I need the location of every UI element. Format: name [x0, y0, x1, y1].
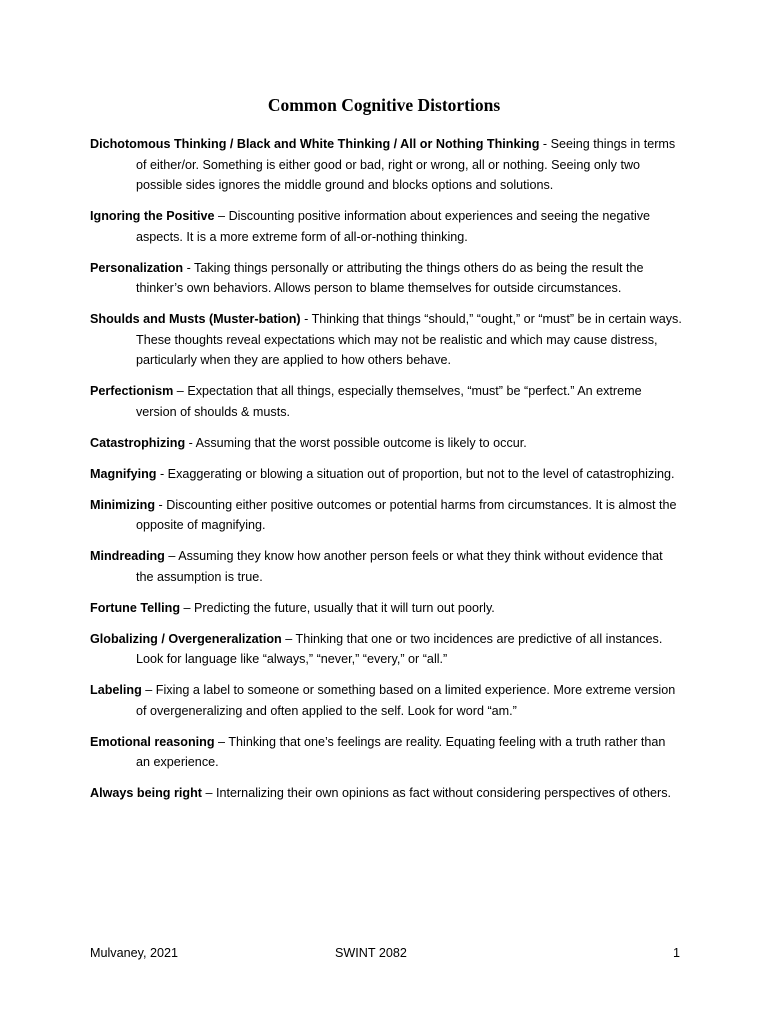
list-item: [90, 680, 682, 721]
distortion-definition: Expectation that all things, especially themselves, “must” be “perfect.” An extreme version of shoulds & musts.: [136, 384, 642, 419]
footer-course: SWINT 2082: [335, 946, 407, 960]
distortion-term: Mindreading: [90, 549, 165, 563]
distortion-term: Dichotomous Thinking / Black and White Thinking / All or Nothing Thinking: [90, 137, 540, 151]
distortion-term: Personalization: [90, 260, 184, 275]
term-separator: –: [141, 683, 156, 697]
term-separator: –: [214, 734, 229, 749]
list-item: [90, 783, 682, 804]
distortion-term: Magnifying: [90, 466, 157, 481]
distortion-term: Perfectionism: [90, 384, 174, 398]
page-title: Common Cognitive Distortions: [267, 95, 501, 115]
distortion-term: Catastrophizing: [90, 435, 186, 450]
term-separator: –: [201, 786, 216, 800]
page-number: 1: [672, 946, 680, 960]
term-separator: -: [155, 497, 167, 512]
distortion-definition: Fixing a label to someone or something based on a limited experience. More extreme version of overgeneralizing and often applied to the self. Look for word “am.”: [136, 683, 676, 718]
list-item: [90, 206, 682, 247]
term-separator: –: [214, 209, 229, 223]
distortion-term: Fortune Telling: [90, 600, 181, 615]
term-separator: –: [281, 631, 296, 646]
distortion-definition: Assuming that the worst possible outcome is likely to occur.: [195, 435, 527, 450]
distortion-definition: Discounting either positive outcomes or potential harms from circumstances. It is almost the opposite of magnifying.: [136, 497, 677, 532]
distortion-definition: Exaggerating or blowing a situation out of proportion, but not to the level of catastrophizing.: [167, 466, 675, 481]
page-footer: [90, 944, 680, 962]
term-separator: -: [156, 466, 168, 481]
list-item: [90, 598, 682, 619]
distortion-term: Labeling: [90, 683, 142, 697]
distortion-definition: Discounting positive information about experiences and seeing the negative aspects. It is a more extreme form of all-or-nothing thinking.: [136, 209, 651, 244]
list-item: [90, 134, 682, 196]
list-item: [90, 495, 682, 536]
list-item: [90, 433, 682, 454]
term-separator: –: [164, 549, 179, 563]
term-separator: –: [173, 384, 188, 398]
distortion-definition: Internalizing their own opinions as fact without considering perspectives of others.: [215, 786, 672, 800]
distortion-list: [90, 134, 682, 814]
distortion-term: Emotional reasoning: [90, 734, 215, 749]
distortion-term: Shoulds and Musts (Muster-bation): [90, 312, 301, 326]
list-item: [90, 464, 682, 485]
term-separator: –: [180, 600, 195, 615]
distortion-definition: Predicting the future, usually that it will turn out poorly.: [194, 600, 495, 615]
list-item: [90, 309, 682, 371]
distortion-definition: Thinking that one’s feelings are reality. Equating feeling with a truth rather than an experience.: [136, 734, 666, 769]
distortion-term: Minimizing: [90, 497, 156, 512]
distortion-definition: Seeing things in terms of either/or. Something is either good or bad, right or wrong, all or nothing. Seeing only two possible sides ignores the middle ground and blocks options and solutions.: [136, 137, 676, 192]
term-separator: -: [539, 137, 551, 151]
distortion-term: Ignoring the Positive: [90, 209, 215, 223]
term-separator: -: [300, 312, 312, 326]
distortion-definition: Thinking that one or two incidences are predictive of all instances. Look for language like “always,” “never,” “every,” or “all.”: [136, 631, 663, 666]
list-item: [90, 546, 682, 587]
distortion-term: Globalizing / Overgeneralization: [90, 631, 282, 646]
list-item: [90, 381, 682, 422]
distortion-definition: Assuming they know how another person feels or what they think without evidence that the assumption is true.: [136, 549, 663, 584]
footer-author: Mulvaney, 2021: [90, 946, 178, 960]
term-separator: -: [185, 435, 196, 450]
distortion-definition: Thinking that things “should,” “ought,” or “must” be in certain ways. These thoughts reveal expectations which may not be realistic and which may cause distress, particularly when they are applied to how others behave.: [136, 312, 682, 367]
distortion-definition: Taking things personally or attributing the things others do as being the result the thinker’s own behaviors. Allows person to blame themselves for outside circumstances.: [136, 260, 644, 295]
term-separator: -: [183, 260, 195, 275]
list-item: [90, 258, 682, 299]
list-item: [90, 629, 682, 670]
list-item: [90, 732, 682, 773]
distortion-term: Always being right: [90, 786, 202, 800]
